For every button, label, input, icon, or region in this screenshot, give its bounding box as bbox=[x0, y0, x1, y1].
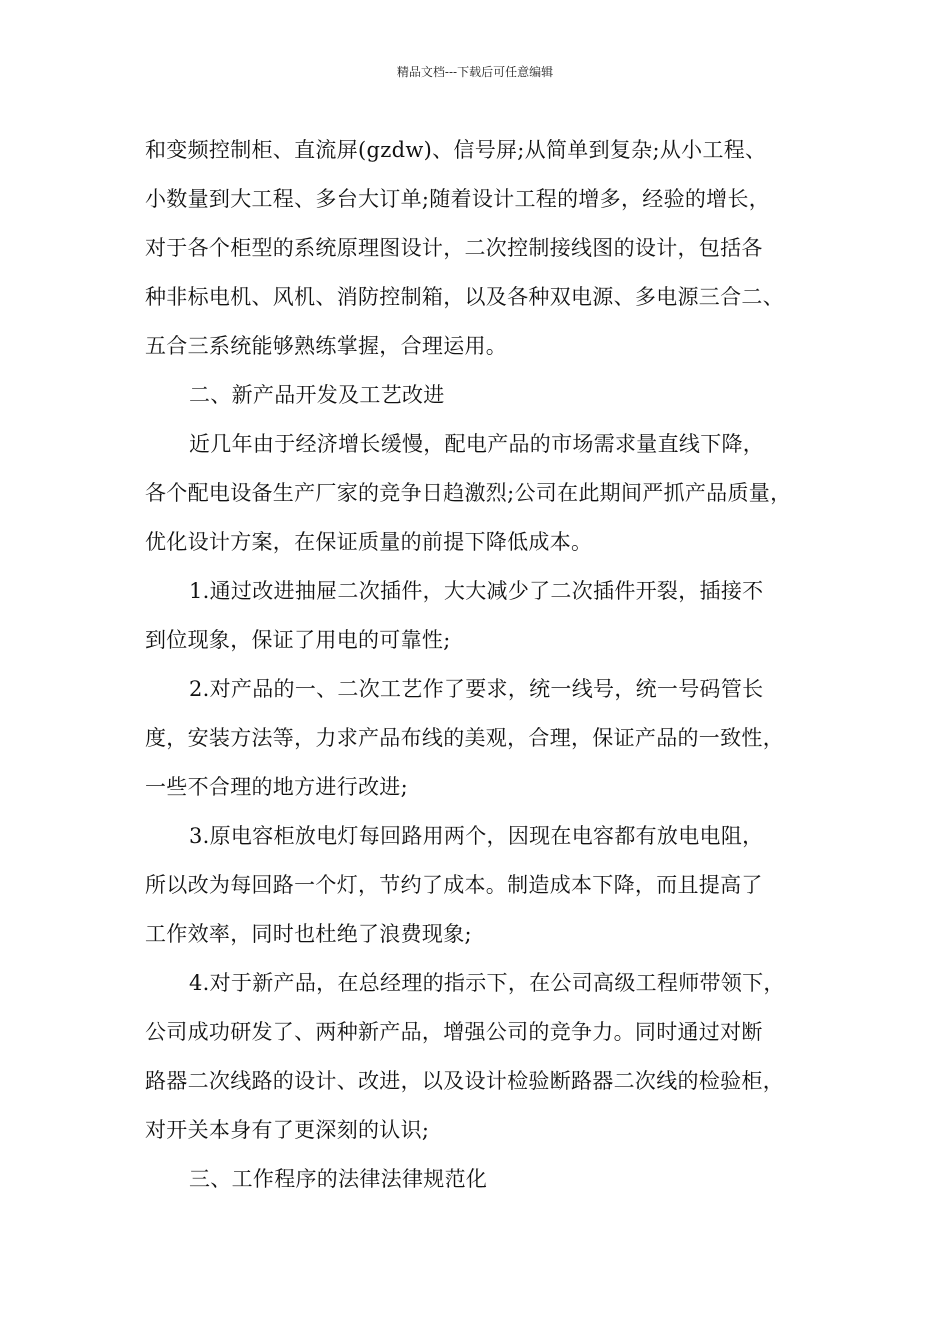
section-heading: 三、工作程序的法律法律规范化 bbox=[189, 1167, 488, 1191]
text-line: 度，安装方法等，力求产品布线的美观，合理，保证产品的一致性， bbox=[145, 726, 784, 750]
text-line: 对开关本身有了更深刻的认识; bbox=[145, 1118, 430, 1142]
list-item-start: 2.对产品的一、二次工艺作了要求，统一线号，统一号码管长 bbox=[189, 677, 764, 701]
text-line: 小数量到大工程、多台大订单;随着设计工程的增多，经验的增长， bbox=[145, 187, 771, 211]
text-line: 所以改为每回路一个灯，节约了成本。制造成本下降，而且提高了 bbox=[145, 873, 763, 897]
text-line: 一些不合理的地方进行改进; bbox=[145, 775, 408, 799]
text-line: 工作效率，同时也杜绝了浪费现象; bbox=[145, 922, 472, 946]
page-header: 精品文档---下载后可任意编辑 bbox=[396, 65, 554, 79]
text-line: 种非标电机、风机、消防控制箱，以及各种双电源、多电源三合二、 bbox=[145, 285, 784, 309]
text-line: 五合三系统能够熟练掌握，合理运用。 bbox=[145, 334, 508, 358]
document-body bbox=[145, 130, 835, 1208]
list-item-start: 3.原电容柜放电灯每回路用两个，因现在电容都有放电电阻， bbox=[189, 824, 764, 848]
paragraph-start: 近几年由于经济增长缓慢，配电产品的市场需求量直线下降， bbox=[189, 432, 765, 456]
text-line: 优化设计方案，在保证质量的前提下降低成本。 bbox=[145, 530, 593, 554]
text-line: 和变频控制柜、直流屏(gzdw)、信号屏;从简单到复杂;从小工程、 bbox=[145, 138, 767, 162]
text-line: 各个配电设备生产厂家的竞争日趋激烈;公司在此期间严抓产品质量， bbox=[145, 481, 792, 505]
text-line: 公司成功研发了、两种新产品，增强公司的竞争力。同时通过对断 bbox=[145, 1020, 763, 1044]
text-line: 路器二次线路的设计、改进，以及设计检验断路器二次线的检验柜， bbox=[145, 1069, 784, 1093]
text-line: 对于各个柜型的系统原理图设计，二次控制接线图的设计，包括各 bbox=[145, 236, 763, 260]
list-item-start: 4.对于新产品，在总经理的指示下，在公司高级工程师带领下， bbox=[189, 971, 785, 995]
text-line: 到位现象，保证了用电的可靠性; bbox=[145, 628, 451, 652]
list-item-start: 1.通过改进抽屉二次插件，大大减少了二次插件开裂，插接不 bbox=[189, 579, 764, 603]
section-heading: 二、新产品开发及工艺改进 bbox=[189, 383, 445, 407]
